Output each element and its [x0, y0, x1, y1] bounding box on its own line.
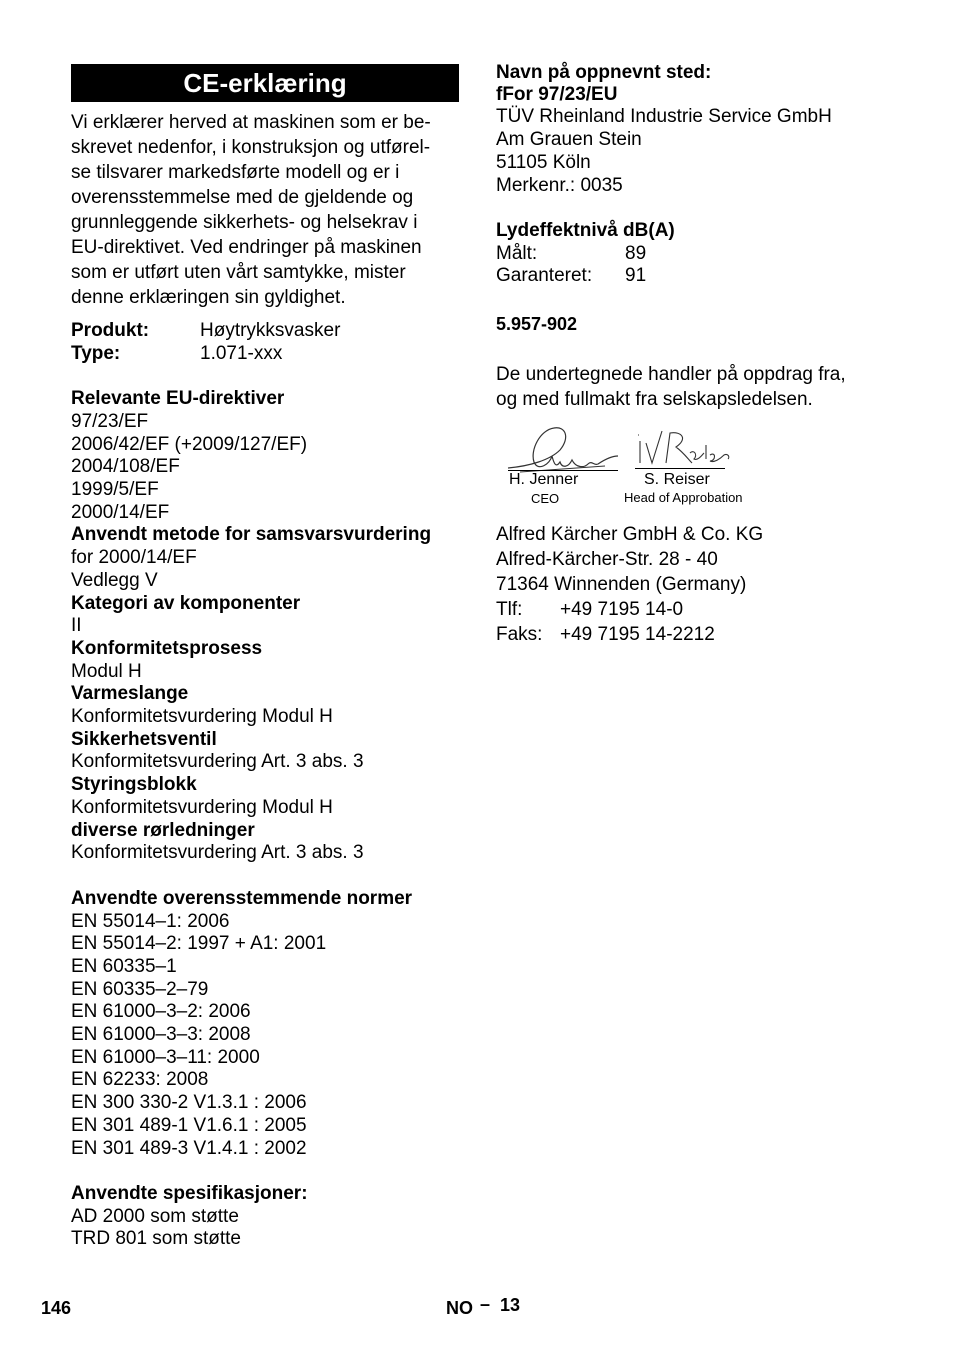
norm-item: EN 61000–3–3: 2008: [71, 1024, 251, 1045]
sound-measured-value: 89: [625, 243, 647, 264]
notified-body-heading: Navn på oppnevnt sted:: [496, 62, 712, 83]
section-line: Konformitetsvurdering Modul H: [71, 706, 333, 727]
intro-line: overensstemmelse med de gjeldende og: [71, 187, 414, 208]
section-heading: Konformitetsprosess: [71, 638, 263, 659]
intro-line: denne erklæringen sin gyldighet.: [71, 287, 346, 308]
intro-line: se tilsvarer markedsførte modell og er i: [71, 162, 400, 183]
page-number: 146: [41, 1298, 72, 1318]
phone-label: Tlf:: [496, 599, 523, 620]
footer-lang: NO: [446, 1298, 473, 1318]
specs-heading: Anvendte spesifikasjoner:: [71, 1183, 308, 1204]
authority-line: De undertegnede handler på oppdrag fra,: [496, 364, 846, 385]
signatory-name: S. Reiser: [644, 471, 710, 488]
notified-body-line: TÜV Rheinland Industrie Service GmbH: [496, 106, 832, 127]
spec-item: TRD 801 som støtte: [71, 1228, 241, 1249]
authority-line: og med fullmakt fra selskapsledelsen.: [496, 389, 813, 410]
section-line: Konformitetsvurdering Modul H: [71, 797, 333, 818]
section-line: Konformitetsvurdering Art. 3 abs. 3: [71, 751, 364, 772]
signature-reiser-image: [632, 425, 732, 470]
notified-body-subheading: fFor 97/23/EU: [496, 84, 618, 105]
company-line: 71364 Winnenden (Germany): [496, 574, 747, 595]
section-line: Konformitetsvurdering Art. 3 abs. 3: [71, 842, 364, 863]
sound-measured-label: Målt:: [496, 243, 538, 264]
intro-line: som er utført uten vårt samtykke, mister: [71, 262, 406, 283]
norm-item: EN 300 330-2 V1.3.1 : 2006: [71, 1092, 307, 1113]
norm-item: EN 62233: 2008: [71, 1069, 209, 1090]
norm-item: EN 55014–1: 2006: [71, 911, 230, 932]
directive-item: 1999/5/EF: [71, 479, 159, 500]
notified-body-line: Am Grauen Stein: [496, 129, 642, 150]
directive-item: 97/23/EF: [71, 411, 149, 432]
sound-guaranteed-label: Garanteret:: [496, 265, 593, 286]
intro-paragraph: [71, 110, 431, 310]
intro-line: Vi erklærer herved at maskinen som er be-: [71, 112, 431, 133]
norm-item: EN 61000–3–11: 2000: [71, 1047, 260, 1068]
fax-label: Faks:: [496, 624, 543, 645]
signatory-name: H. Jenner: [509, 471, 579, 488]
section-heading: Sikkerhetsventil: [71, 729, 217, 750]
section-heading: diverse rørledninger: [71, 820, 255, 841]
norm-item: EN 60335–1: [71, 956, 177, 977]
section-line: II: [71, 615, 82, 636]
norm-item: EN 301 489-3 V1.4.1 : 2002: [71, 1138, 307, 1159]
fax-value: +49 7195 14-2212: [560, 624, 715, 645]
section-line: for 2000/14/EF: [71, 547, 197, 568]
footer-dash: –: [480, 1294, 491, 1314]
directives-heading: Relevante EU-direktiver: [71, 388, 285, 409]
part-number: 5.957-902: [496, 314, 578, 334]
sound-heading: Lydeffektnivå dB(A): [496, 220, 675, 241]
directive-item: 2004/108/EF: [71, 456, 180, 477]
section-line: Modul H: [71, 661, 142, 682]
norms-heading: Anvendte overensstemmende normer: [71, 888, 413, 909]
signatory-role: CEO: [531, 491, 560, 506]
product-value: Høytrykksvasker: [200, 320, 341, 341]
norm-item: EN 61000–3–2: 2006: [71, 1001, 251, 1022]
norm-item: EN 301 489-1 V1.6.1 : 2005: [71, 1115, 307, 1136]
product-label: Produkt:: [71, 320, 150, 341]
company-line: Alfred-Kärcher-Str. 28 - 40: [496, 549, 718, 570]
signatory-role: Head of Approbation: [624, 490, 743, 505]
notified-body-line: Merkenr.: 0035: [496, 175, 623, 196]
intro-line: EU-direktivet. Ved endringer på maskinen: [71, 237, 422, 258]
section-heading: Styringsblokk: [71, 774, 197, 795]
norm-item: EN 55014–2: 1997 + A1: 2001: [71, 933, 327, 954]
type-value: 1.071-xxx: [200, 343, 283, 364]
sound-guaranteed-value: 91: [625, 265, 647, 286]
phone-value: +49 7195 14-0: [560, 599, 684, 620]
section-heading: Kategori av komponenter: [71, 593, 301, 614]
section-line: Vedlegg V: [71, 570, 158, 591]
page-title: CE-erklæring: [71, 64, 459, 102]
company-line: Alfred Kärcher GmbH & Co. KG: [496, 524, 764, 545]
notified-body-line: 51105 Köln: [496, 152, 591, 173]
directive-item: 2006/42/EF (+2009/127/EF): [71, 434, 308, 455]
signature-jenner-image: [500, 420, 625, 475]
section-heading: Varmeslange: [71, 683, 189, 704]
footer-local-page: 13: [500, 1295, 521, 1315]
directive-item: 2000/14/EF: [71, 502, 170, 523]
intro-line: grunnleggende sikkerhets- og helsekrav i: [71, 212, 418, 233]
section-heading: Anvendt metode for samsvarsvurdering: [71, 524, 432, 545]
signature-line: [635, 468, 725, 469]
norm-item: EN 60335–2–79: [71, 979, 209, 1000]
type-label: Type:: [71, 343, 121, 364]
spec-item: AD 2000 som støtte: [71, 1206, 239, 1227]
intro-line: skrevet nedenfor, i konstruksjon og utførel-: [71, 137, 431, 158]
